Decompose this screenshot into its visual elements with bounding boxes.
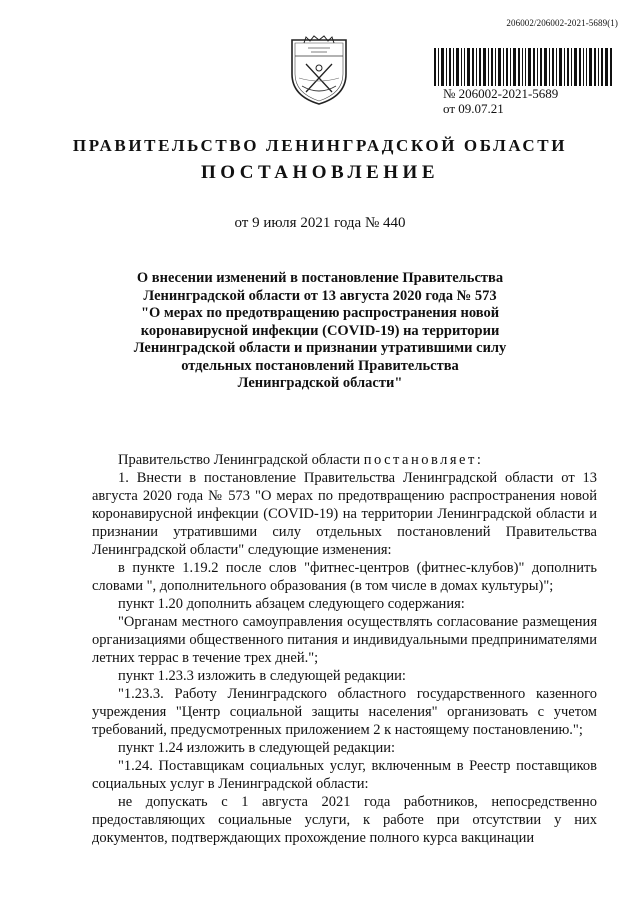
- paragraph: пункт 1.23.3 изложить в следующей редакции:: [118, 668, 406, 684]
- document-type: ПОСТАНОВЛЕНИЕ: [200, 162, 440, 183]
- subject-line: коронавирусной инфекции (COVID-19) на территории: [140, 322, 500, 339]
- barcode: [434, 48, 612, 86]
- paragraph: пункт 1.20 дополнить абзацем следующего содержания:: [118, 596, 465, 612]
- paragraph: пункт 1.24 изложить в следующей редакции:: [118, 740, 396, 756]
- registration-stamp: [443, 86, 558, 116]
- document-subject: [130, 270, 510, 393]
- decree-word: постановляет:: [363, 452, 484, 468]
- intro-lead: Правительство Ленинградской области: [118, 452, 364, 468]
- document-date-number: от 9 июля 2021 года № 440: [234, 215, 406, 231]
- subject-line: О внесении изменений в постановление Правительства: [136, 270, 504, 286]
- registration-date: от 09.07.21: [443, 101, 504, 116]
- subject-line: "О мерах по предотвращению распространения новой: [140, 305, 500, 321]
- paragraph: в пункте 1.19.2 после слов "фитнес-центров (фитнес-клубов)" дополнить словами ", дополнительного образования (в том числе в домах культуры)";: [92, 560, 597, 594]
- registration-number: № 206002-2021-5689: [443, 86, 559, 101]
- subject-line: Ленинградской области": [237, 375, 403, 391]
- paragraph: "1.24. Поставщикам социальных услуг, включенным в Реестр поставщиков социальных услуг в Ленинградской области:: [92, 758, 597, 792]
- document-id: 206002/206002-2021-5689(1): [506, 18, 618, 28]
- coat-of-arms-emblem: [286, 34, 352, 106]
- paragraph: не допускать с 1 августа 2021 года работников, непосредственно предоставляющих социальные услуги, к работе при отсутствии у них документов, подтверждающих прохождение полного курса вакцинации: [92, 794, 597, 846]
- paragraph: "1.23.3. Работу Ленинградского областного государственного казенного учреждения "Центр социальной защиты населения" организовать с учетом требований, предусмотренных приложением 2 к настоящему постановлению.";: [92, 686, 597, 738]
- paragraph: 1. Внести в постановление Правительства Ленинградской области от 13 августа 2020 года № 573 "О мерах по предотвращению распространения новой коронавирусной инфекции (COVID-19) на территории Ленинградской области и признании утратившими силу отдельных постановлений Правительства Ленинградской области" следующие изменения:: [92, 470, 597, 558]
- document-body: [92, 451, 597, 847]
- paragraph: "Органам местного самоуправления осуществлять согласование размещения организациями общественного питания и индивидуальными предпринимателями летних террас в течение трех дней.";: [92, 614, 597, 666]
- organization-title: ПРАВИТЕЛЬСТВО ЛЕНИНГРАДСКОЙ ОБЛАСТИ: [72, 136, 568, 155]
- subject-line: Ленинградской области от 13 августа 2020 года № 573: [143, 287, 497, 304]
- subject-line: отдельных постановлений Правительства: [181, 357, 459, 374]
- subject-line: Ленинградской области и признании утратившими силу: [133, 340, 507, 356]
- decree-intro: [92, 451, 597, 469]
